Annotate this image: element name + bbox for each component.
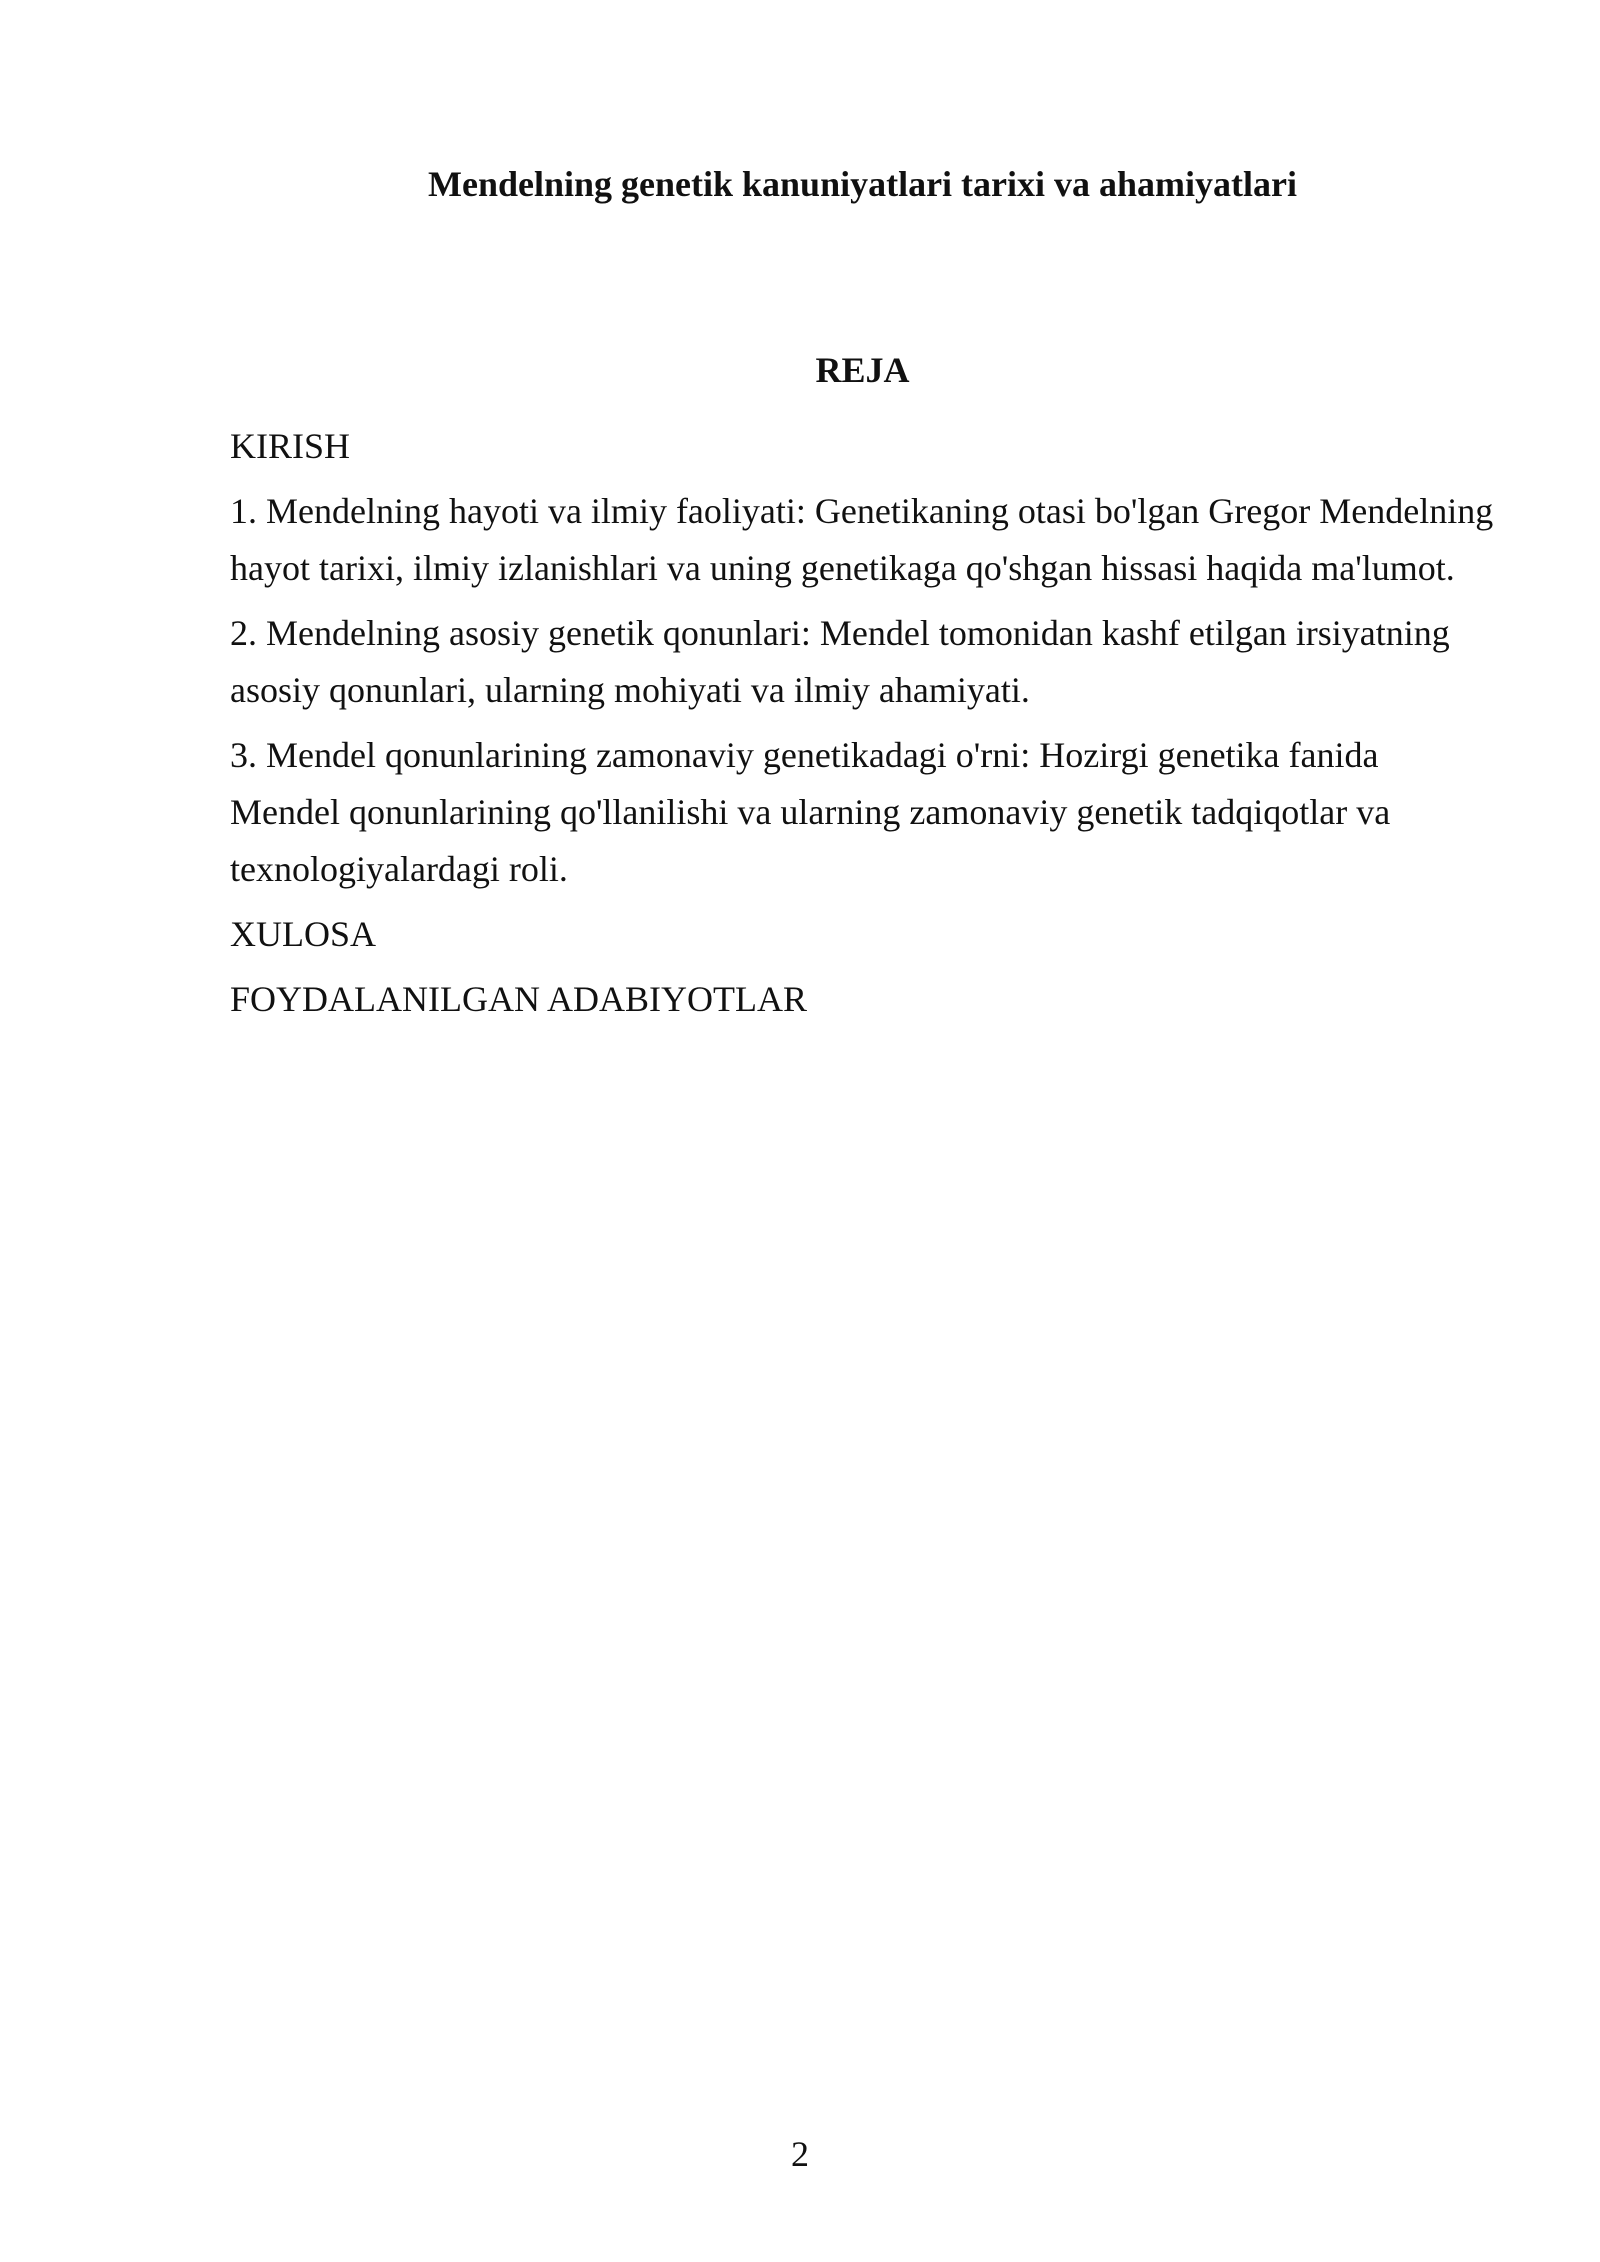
plan-item-introduction: KIRISH xyxy=(230,426,351,466)
plan-item-2: 2. Mendelning asosiy genetik qonunlari: Mendel tomonidan kashf etilgan irsiyatning asosiy qonunlari, ularning mohiyati va ilmiy ahamiyati. xyxy=(230,613,1450,710)
document-title: Mendelning genetik kanuniyatlari tarixi va ahamiyatlari xyxy=(427,164,1298,204)
plan-list xyxy=(230,418,1495,1036)
plan-item-conclusion: XULOSA xyxy=(230,914,377,954)
plan-item-references: FOYDALANILGAN ADABIYOTLAR xyxy=(230,979,807,1019)
plan-heading: REJA xyxy=(815,350,910,390)
page-number: 2 xyxy=(791,2134,809,2174)
plan-item-1: 1. Mendelning hayoti va ilmiy faoliyati: Genetikaning otasi bo'lgan Gregor Mendelning hayot tarixi, ilmiy izlanishlari va uning genetikaga qo'shgan hissasi haqida ma'lumot. xyxy=(230,491,1494,588)
plan-item-3: 3. Mendel qonunlarining zamonaviy genetikadagi o'rni: Hozirgi genetika fanida Mendel qonunlarining qo'llanilishi va ularning zamonaviy genetik tadqiqotlar va texnologiyalardagi roli. xyxy=(230,735,1391,889)
